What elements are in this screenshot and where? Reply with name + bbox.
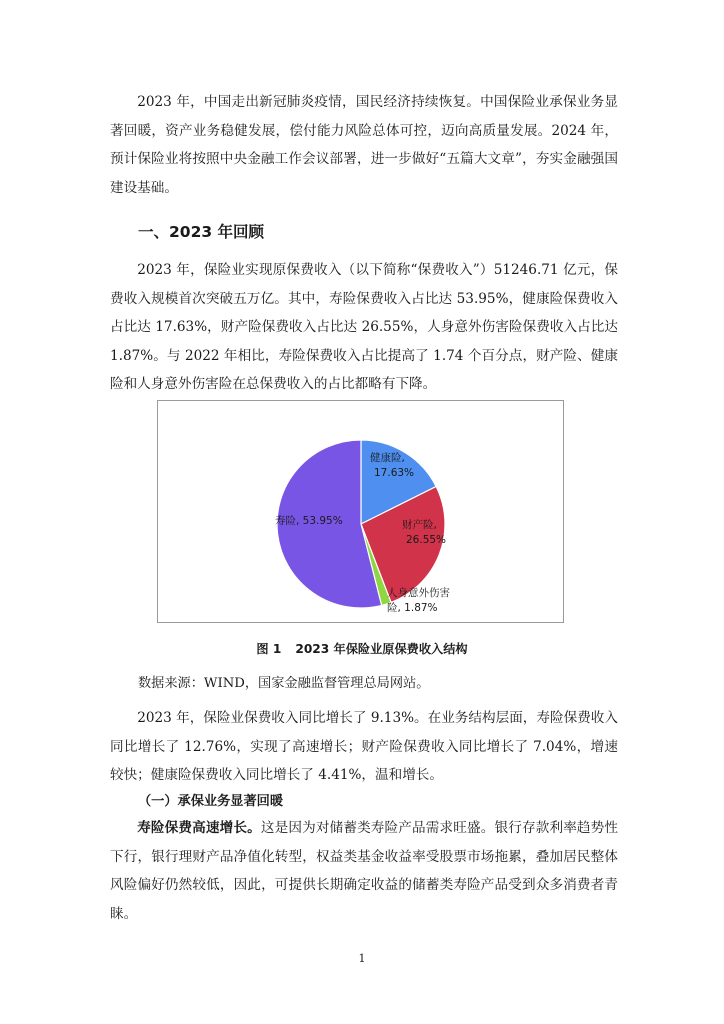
intro-paragraph: 2023 年，中国走出新冠肺炎疫情，国民经济持续恢复。中国保险业承保业务显著回暖，资产业务稳健发展，偿付能力风险总体可控，迈向高质量发展。2024 年，预计保险业将按照中央金融工作会议部署，进一步做好“五篇大文章”，夯实金融强国建设基础。 [110, 94, 618, 196]
pie-label-4: 寿险, 53.95% [275, 515, 343, 527]
life-insurance-body: 这是因为对储蓄类寿险产品需求旺盛。银行存款利率趋势性下行，银行理财产品净值化转型，权益类基金收益率受股票市场拖累，叠加居民整体风险偏好仍然较低，因此，可提供长期确定收益的储蓄类寿险产品受到众多消费者青睐。 [110, 820, 619, 922]
figure-title: 2023 年保险业原保费收入结构 [295, 642, 468, 656]
life-insurance-lead: 寿险保费高速增长。 [137, 820, 261, 836]
growth-paragraph: 2023 年，保险业保费收入同比增长了 9.13%。在业务结构层面，寿险保费收入同比增长了 12.76%，实现了高速增长；财产险保费收入同比增长了 7.04%，增速较快；健康险保费收入同比增长了 4.41%，温和增长。 [110, 710, 618, 783]
pie-chart-frame [157, 400, 564, 623]
pie-chart [158, 401, 563, 622]
figure-label: 图 1 [256, 642, 282, 656]
figure-caption [0, 640, 724, 657]
pie-label-2: 财产险, 26.55% [402, 519, 447, 546]
pie-label-3: 人身意外伤害险, 1.87% [387, 587, 450, 614]
section-heading-review: 一、2023 年回顾 [138, 223, 265, 241]
data-source-note: 数据来源：WIND，国家金融监督管理总局网站。 [138, 676, 430, 691]
page-number: 1 [358, 952, 366, 965]
review-paragraph: 2023 年，保险业实现原保费收入（以下简称“保费收入”）51246.71 亿元，保费收入规模首次突破五万亿。其中，寿险保费收入占比达 53.95%，健康险保费收入占比达 17.63%，财产险保费收入占比达 26.55%，人身意外伤害险保费收入占比达 1.87%。与 2022 年相比，寿险保费收入占比提高了 1.74 个百分点，财产险、健康险和人身意外伤害险在总保费收入的占比都略有下降。 [110, 262, 618, 392]
pie-label-1: 健康险, 17.63% [370, 452, 415, 479]
life-insurance-paragraph [110, 814, 618, 928]
subsection-heading-underwriting: （一）承保业务显著回暖 [138, 794, 284, 809]
